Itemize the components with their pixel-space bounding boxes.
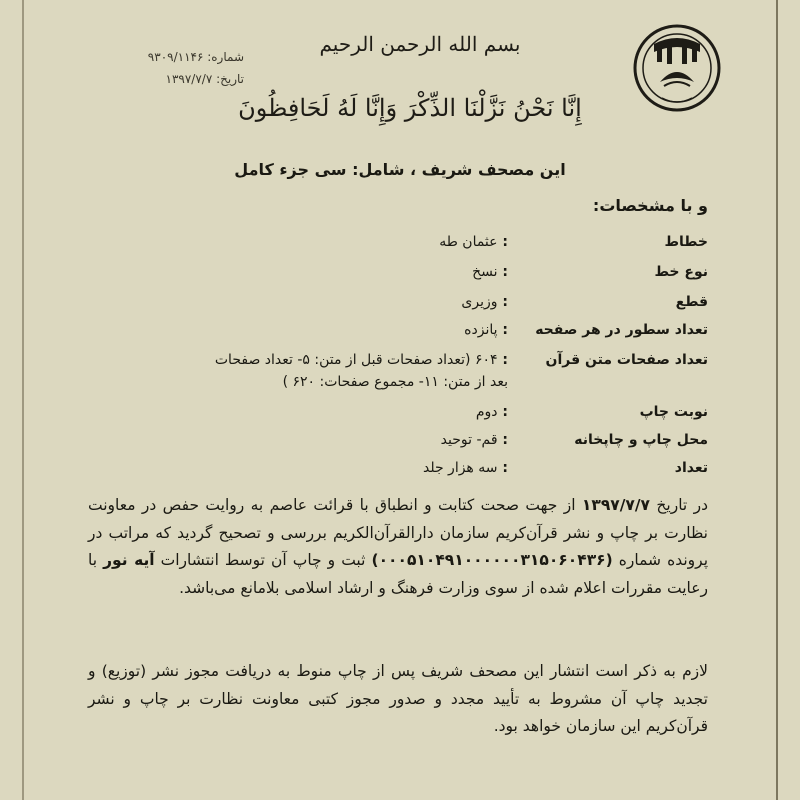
basmala: بسم الله الرحمن الرحیم: [319, 32, 521, 56]
spec-value: : سه هزار جلد: [422, 460, 508, 476]
spec-label: محل چاپ و چاپخانه: [574, 432, 708, 448]
letter-date: تاریخ: ۱۳۹۷/۷/۷: [165, 72, 244, 86]
spec-value: : نسخ: [472, 264, 508, 280]
spec-label: تعداد سطور در هر صفحه: [535, 322, 708, 338]
quran-verse: إِنَّا نَحْنُ نَزَّلْنَا الذِّكْرَ وَإِنَّا لَهُ لَحَافِظُونَ: [238, 94, 582, 122]
spec-label: قطع: [675, 294, 708, 310]
spec-value: : پانزده: [464, 322, 508, 338]
quran-organization-emblem-icon: [632, 22, 722, 114]
spec-label: تعداد صفحات متن قرآن: [545, 352, 708, 368]
file-number: (۰۰۰۵۱۰۴۹۱۰۰۰۰۰۰۳۱۵۰۶۰۴۳۶): [371, 551, 613, 569]
spec-label: خطاط: [664, 234, 708, 250]
specs-heading: و با مشخصات:: [592, 196, 708, 215]
letter-meta: [94, 46, 244, 90]
approval-paragraph: در تاریخ ۱۳۹۷/۷/۷ از جهت صحت کتابت و انطباق با قرائت عاصم به روایت حفص در معاونت نظارت بر چاپ و نشر قرآن‌کریم سازمان دارالقرآن‌الکریم بررسی و تصحیح گردید که مراتب در پرونده شماره (۰۰۰۵۱۰۴۹۱۰۰۰۰۰۰۳۱۵۰۶۰۴۳۶) ثبت و چاپ آن توسط انتشارات آیه نور با رعایت مقررات اعلام شده از سوی وزارت فرهنگ و ارشاد اسلامی بلامانع می‌باشد.: [88, 496, 709, 597]
approval-date: ۱۳۹۷/۷/۷: [581, 496, 651, 514]
spec-value: : قم- توحید: [440, 432, 508, 448]
publisher-name: آیه نور: [103, 551, 155, 569]
spec-value-continued: بعد از متن: ۱۱- مجموع صفحات: ۶۲۰ ): [282, 374, 508, 390]
spec-value: : دوم: [475, 404, 508, 420]
spec-label: نوع خط: [654, 264, 708, 280]
spec-label: نوبت چاپ: [639, 404, 708, 420]
license-paragraph: لازم به ذکر است انتشار این مصحف شریف پس از چاپ منوط به دریافت مجوز نشر (توزیع) و تجدید چاپ آن مشروط به تأیید مجدد و صدور مجوز کتبی معاونت نظارت بر چاپ و نشر قرآن‌کریم این سازمان خواهد بود.: [88, 662, 708, 735]
page-edge-right: [776, 0, 778, 800]
document-subtitle: این مصحف شریف ، شامل: سی جزء کامل: [234, 160, 566, 179]
spec-value: : وزیری: [461, 294, 508, 310]
page-edge-left: [22, 0, 24, 800]
letter-number: شماره: ۹۳۰۹/۱۱۴۶: [147, 50, 244, 64]
spec-value: : عثمان طه: [439, 234, 508, 250]
spec-label: تعداد: [674, 460, 708, 476]
spec-value: : ۶۰۴ (تعداد صفحات قبل از متن: ۵- تعداد صفحات: [214, 352, 508, 368]
